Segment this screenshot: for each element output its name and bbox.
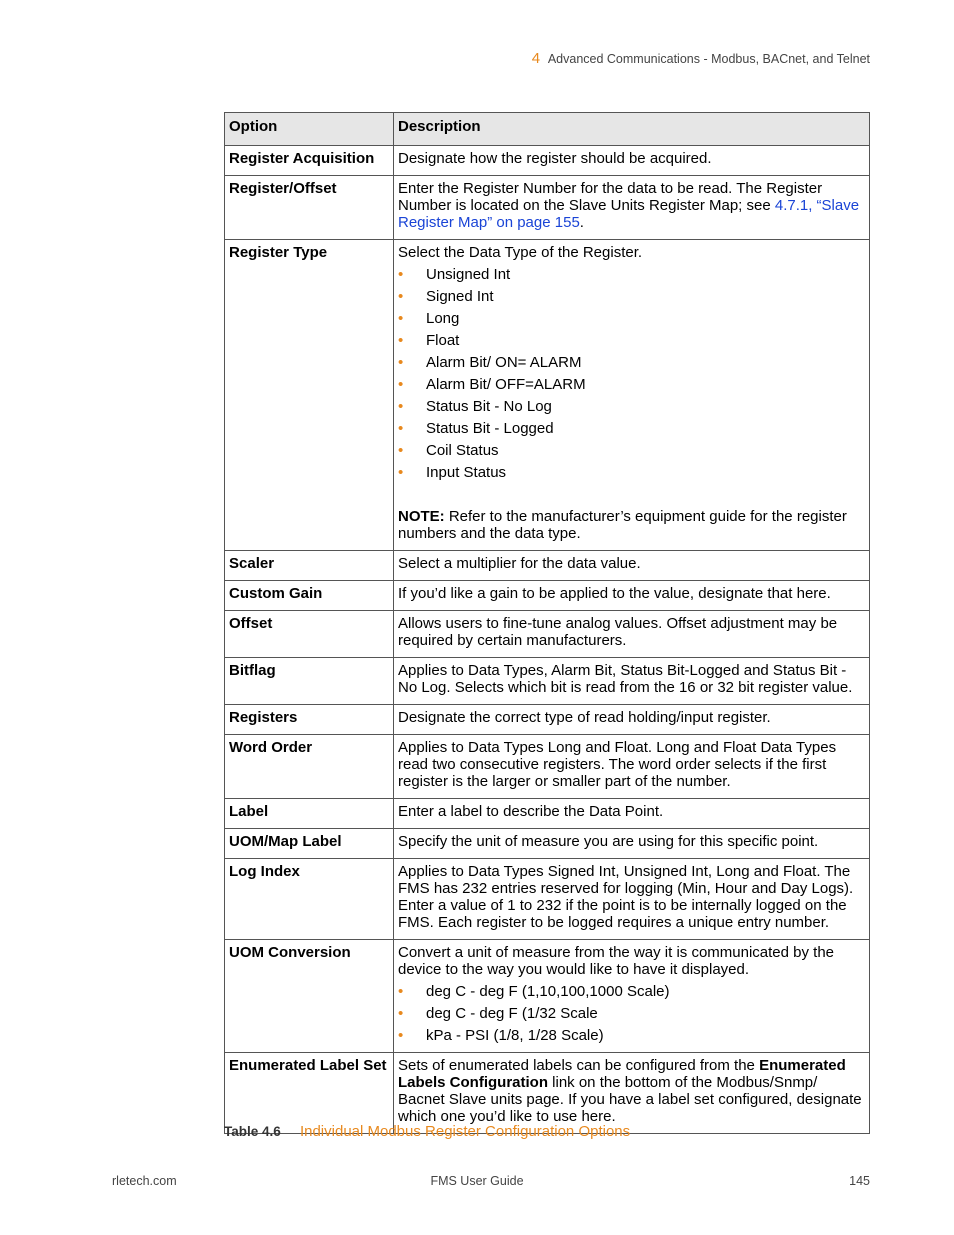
table-row [225,705,870,735]
bullet-icon: • [398,376,404,393]
list-item-label: deg C - deg F (1,10,100,1000 Scale) [426,983,670,1000]
table-row [225,176,870,240]
table-row [225,735,870,799]
option-cell: Log Index [225,859,394,940]
table-row [225,611,870,658]
note-text: Refer to the manufacturer’s equipment guide for the register numbers and the data type. [398,508,847,542]
list-item [398,332,865,349]
option-cell: UOM/Map Label [225,829,394,859]
list-item [398,310,865,327]
description-cell: Allows users to fine-tune analog values. Offset adjustment may be required by certain manufacturers. [394,611,870,658]
column-header-description: Description [394,113,870,146]
list-item [398,288,865,305]
description-cell: Enter a label to describe the Data Point. [394,799,870,829]
bullet-icon: • [398,288,404,305]
description-cell [394,940,870,1053]
note [398,508,865,542]
description-cell: Applies to Data Types Long and Float. Long and Float Data Types read two consecutive registers. The word order selects if the first register is the larger or smaller part of the number. [394,735,870,799]
list-item [398,376,865,393]
description-cell: Applies to Data Types, Alarm Bit, Status Bit-Logged and Status Bit - No Log. Selects which bit is read from the 16 or 32 bit register value. [394,658,870,705]
description-text: Sets of enumerated labels can be configured from the [398,1057,760,1074]
bullet-icon: • [398,1005,404,1022]
bullet-icon: • [398,354,404,371]
table-row [225,799,870,829]
bullet-icon: • [398,1027,404,1044]
bullet-list [398,983,865,1044]
list-item [398,1005,865,1022]
option-cell: Bitflag [225,658,394,705]
list-item-label: Float [426,332,460,349]
option-cell: UOM Conversion [225,940,394,1053]
bullet-icon: • [398,266,404,283]
description-cell [394,1053,870,1134]
chapter-number: 4 [531,50,541,67]
bullet-icon: • [398,310,404,327]
bullet-list [398,266,865,481]
list-item-label: kPa - PSI (1/8, 1/28 Scale) [426,1027,604,1044]
description-cell [394,176,870,240]
page-number: 145 [849,1174,870,1188]
footer-doc-title: FMS User Guide [430,1174,524,1188]
list-item [398,464,865,481]
caption-label: Table 4.6 [224,1124,281,1139]
list-item [398,398,865,415]
list-item [398,442,865,459]
bold-term: Enumerated Labels Configuration [398,1057,846,1091]
list-item-label: Signed Int [426,288,494,305]
description-cell: Applies to Data Types Signed Int, Unsigned Int, Long and Float. The FMS has 232 entries reserved for logging (Min, Hour and Day Logs). Enter a value of 1 to 232 if the point is to be internally logged on the FMS. Each register to be logged requires a unique entry number. [394,859,870,940]
table-row [225,240,870,551]
note-label: NOTE: [398,508,445,525]
description-cell: Designate the correct type of read holding/input register. [394,705,870,735]
list-item-label: Coil Status [426,442,499,459]
description-text: Select the Data Type of the Register. [398,244,643,261]
list-item-label: Unsigned Int [426,266,511,283]
option-cell: Register Acquisition [225,146,394,176]
description-cell: Select a multiplier for the data value. [394,551,870,581]
list-item [398,266,865,283]
table-row [225,829,870,859]
description-text: link on the bottom of the Modbus/Snmp/ Bacnet Slave units page. If you have a label set configured, designate which one you’d like to use here. [398,1074,862,1125]
description-cell: Designate how the register should be acquired. [394,146,870,176]
column-header-option: Option [225,113,394,146]
chapter-title: Advanced Communications - Modbus, BACnet, and Telnet [547,52,870,66]
description-text: . [579,214,584,231]
description-cell: If you’d like a gain to be applied to the value, designate that here. [394,581,870,611]
list-item-label: Alarm Bit/ OFF=ALARM [426,376,586,393]
table-row [225,551,870,581]
option-cell: Enumerated Label Set [225,1053,394,1134]
option-cell: Word Order [225,735,394,799]
option-cell: Offset [225,611,394,658]
description-text: Convert a unit of measure from the way it is communicated by the device to the way you would like to have it displayed. [398,944,835,978]
slave-register-map-link[interactable]: 4.7.1, “Slave Register Map” on page 155 [398,197,860,231]
table-row [225,658,870,705]
option-cell: Label [225,799,394,829]
table-header-row [225,113,870,146]
table-row [225,146,870,176]
option-cell: Register/Offset [225,176,394,240]
running-header [532,50,870,67]
list-item [398,420,865,437]
table-row [225,1053,870,1134]
table-row [225,940,870,1053]
options-table [224,112,870,1134]
list-item [398,983,865,1000]
description-text: Enter the Register Number for the data to be read. The Register Number is located on the Slave Units Register Map; see [398,180,823,214]
description-cell [394,240,870,551]
option-cell: Registers [225,705,394,735]
option-cell: Custom Gain [225,581,394,611]
option-cell: Scaler [225,551,394,581]
list-item [398,1027,865,1044]
bullet-icon: • [398,442,404,459]
caption-title: Individual Modbus Register Configuration Options [299,1123,631,1140]
list-item-label: Input Status [426,464,507,481]
list-item-label: deg C - deg F (1/32 Scale [426,1005,598,1022]
bullet-icon: • [398,398,404,415]
list-item-label: Status Bit - Logged [426,420,554,437]
list-item [398,354,865,371]
bullet-icon: • [398,332,404,349]
table-caption [224,1123,630,1140]
table-row [225,581,870,611]
option-cell: Register Type [225,240,394,551]
bullet-icon: • [398,420,404,437]
bullet-icon: • [398,983,404,1000]
list-item-label: Long [426,310,460,327]
table-row [225,859,870,940]
list-item-label: Status Bit - No Log [426,398,552,415]
list-item-label: Alarm Bit/ ON= ALARM [426,354,582,371]
bullet-icon: • [398,464,404,481]
footer-website: rletech.com [112,1174,177,1188]
description-cell: Specify the unit of measure you are using for this specific point. [394,829,870,859]
